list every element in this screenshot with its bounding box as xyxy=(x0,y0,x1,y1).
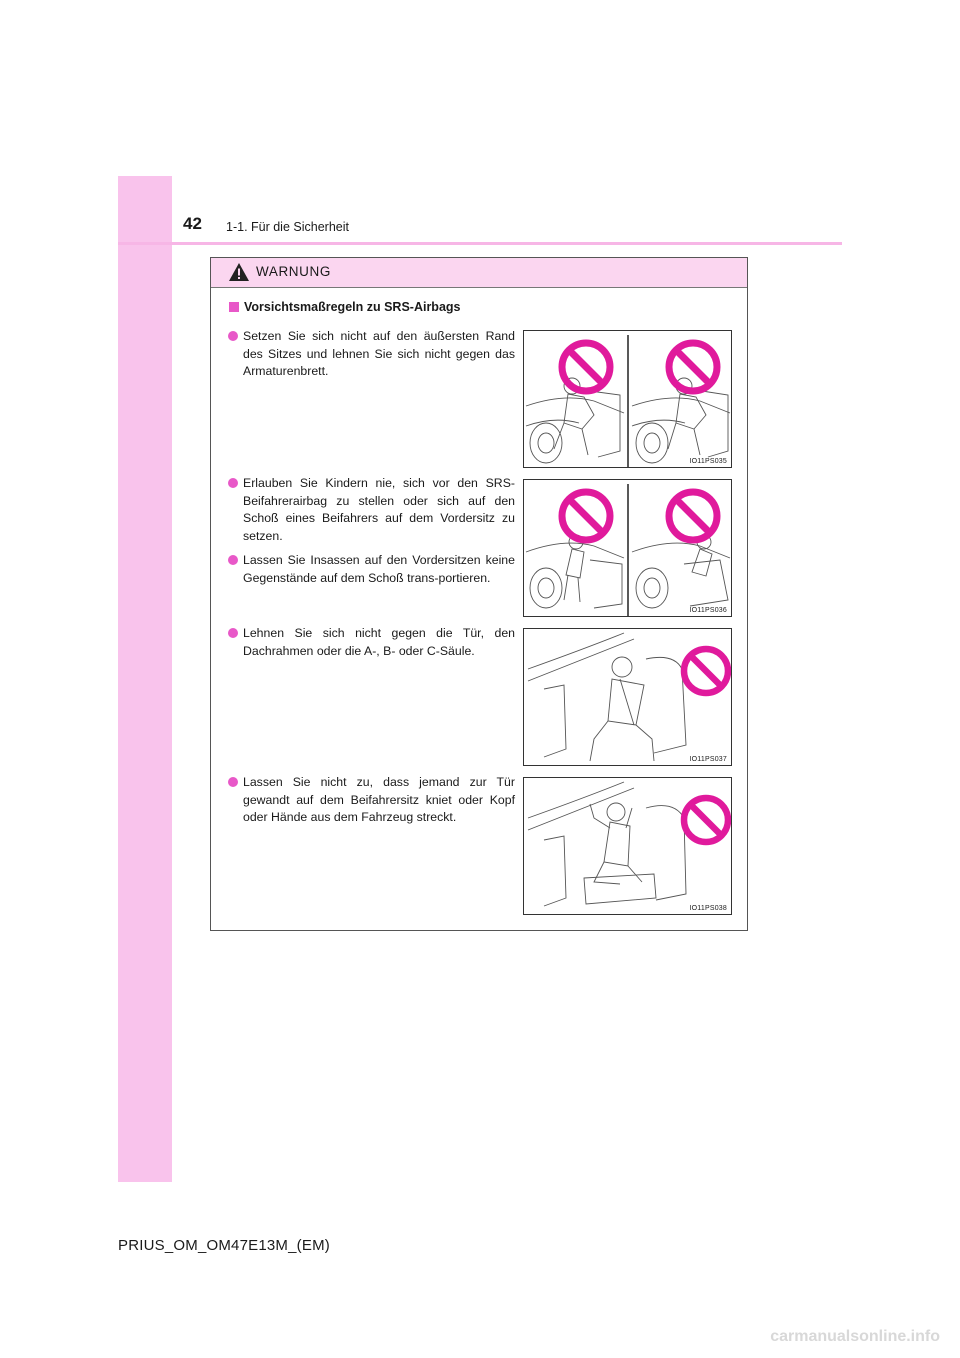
figure-code: IO11PS037 xyxy=(689,756,727,763)
page-number: 42 xyxy=(183,214,202,233)
side-color-band xyxy=(118,176,172,1182)
bullet-dot-icon xyxy=(228,628,238,638)
figure-illustration xyxy=(523,628,732,766)
figure-drawing xyxy=(524,331,731,467)
bullet-dot-icon xyxy=(228,555,238,565)
section-title: 1-1. Für die Sicherheit xyxy=(226,220,349,234)
prohibition-icon xyxy=(684,798,728,842)
header-rule xyxy=(118,242,842,245)
prohibition-icon xyxy=(562,343,610,391)
heading-square-icon xyxy=(229,302,239,312)
figure-drawing xyxy=(524,480,731,616)
document-code: PRIUS_OM_OM47E13M_(EM) xyxy=(118,1237,330,1254)
figure-code: IO11PS035 xyxy=(689,458,727,465)
bullet-dot-icon xyxy=(228,331,238,341)
bullet-item: Lassen Sie Insassen auf den Vordersitzen keine Gegenstände auf dem Schoß trans-portieren. xyxy=(226,552,515,587)
warning-triangle-icon xyxy=(228,262,250,282)
prohibition-icon xyxy=(684,649,728,693)
figure-illustration xyxy=(523,777,732,915)
watermark: carmanualsonline.info xyxy=(770,1328,940,1345)
bullet-item: Lehnen Sie sich nicht gegen die Tür, den Dachrahmen oder die A-, B- oder C-Säule. xyxy=(226,625,515,660)
prohibition-icon xyxy=(669,492,717,540)
figure-illustration xyxy=(523,330,732,468)
figure-code: IO11PS038 xyxy=(689,905,727,912)
figure-code: IO11PS036 xyxy=(689,607,727,614)
bullet-item: Erlauben Sie Kindern nie, sich vor den SRS-Beifahrerairbag zu stellen oder sich auf den Schoß eines Beifahrers auf dem Vordersitz zu setzen. xyxy=(226,475,515,545)
figure-drawing xyxy=(524,778,731,914)
figure-drawing xyxy=(524,629,731,765)
bullet-item: Setzen Sie sich nicht auf den äußersten Rand des Sitzes und lehnen Sie sich nicht gegen das Armaturenbrett. xyxy=(226,328,515,381)
warning-header xyxy=(211,258,747,288)
prohibition-icon xyxy=(562,492,610,540)
warning-title: WARNUNG xyxy=(256,264,331,279)
prohibition-icon xyxy=(669,343,717,391)
warning-subheading-text: Vorsichtsmaßregeln zu SRS-Airbags xyxy=(244,300,461,314)
bullet-dot-icon xyxy=(228,777,238,787)
bullet-dot-icon xyxy=(228,478,238,488)
warning-subheading xyxy=(229,300,461,314)
bullet-item: Lassen Sie nicht zu, dass jemand zur Tür gewandt auf dem Beifahrersitz kniet oder Kopf oder Hände aus dem Fahrzeug streckt. xyxy=(226,774,515,827)
figure-illustration xyxy=(523,479,732,617)
